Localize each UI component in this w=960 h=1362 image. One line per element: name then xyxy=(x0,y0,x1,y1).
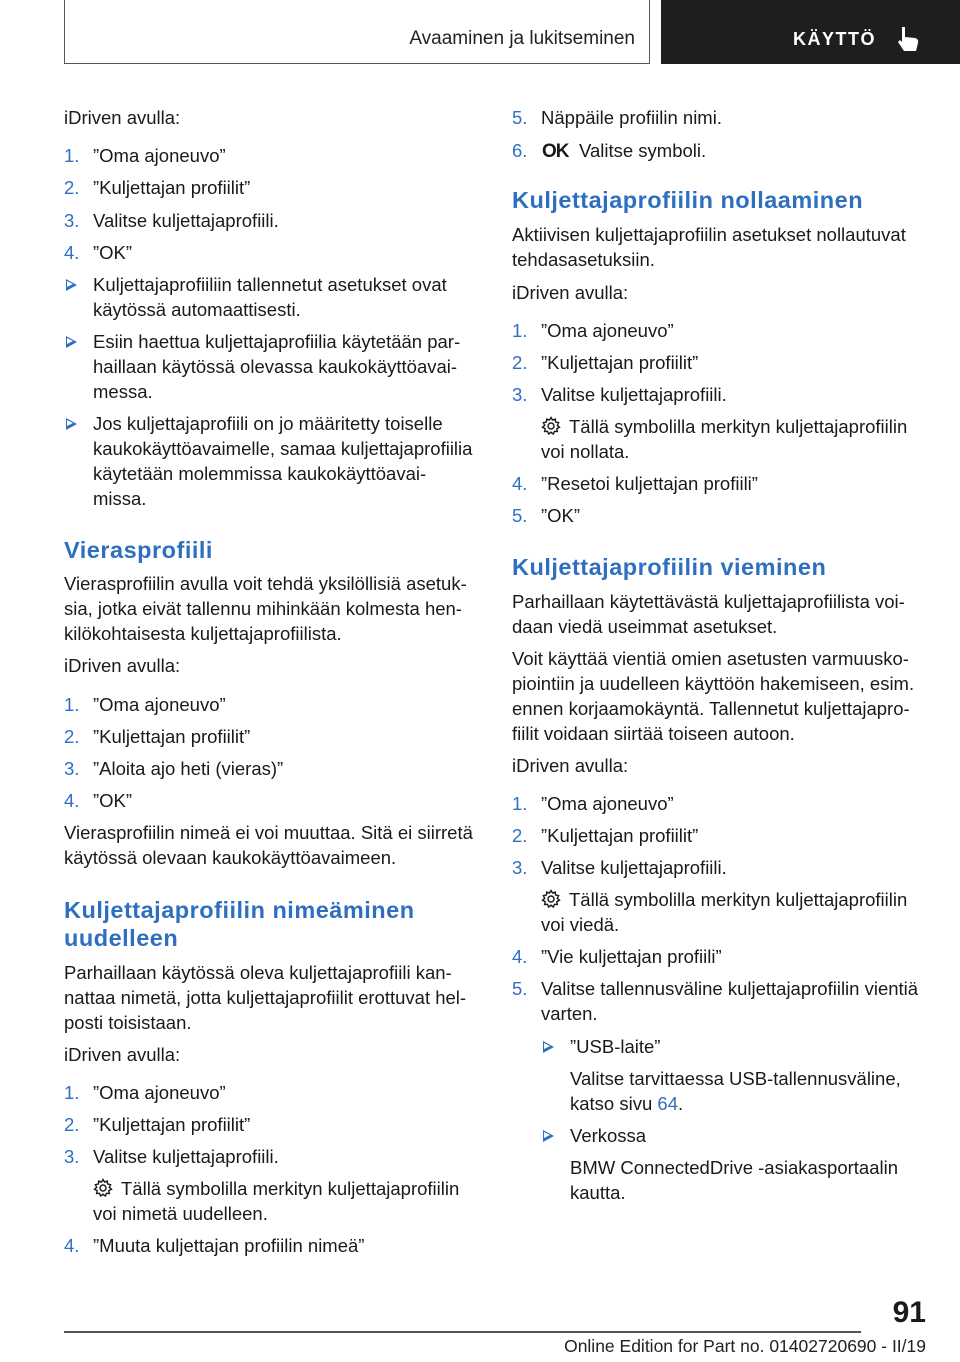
bullet-text: messa. xyxy=(93,381,153,402)
header-section-box xyxy=(64,0,650,64)
section-heading-guest: Vierasprofiili xyxy=(64,537,213,563)
paragraph: fiilit voidaan siirtää toiseen autoon. xyxy=(512,723,795,744)
list-item-text: varten. xyxy=(541,1003,598,1024)
triangle-bullet-icon xyxy=(66,279,77,291)
section-heading-reset: Kuljettajaprofiilin nollaaminen xyxy=(512,187,864,213)
gear-note-text: voi viedä. xyxy=(541,914,620,935)
gear-note: Tällä symbolilla merkityn kuljettajaprofiilin xyxy=(541,887,907,913)
footer-edition: Online Edition for Part no. 01402720690 - II/19 xyxy=(564,1336,926,1356)
paragraph: piointiin ja uudelleen käyttöön hakemiseen, esim. xyxy=(512,673,915,694)
paragraph: daan viedä useimmat asetukset. xyxy=(512,616,778,637)
intro-text: iDriven avulla: xyxy=(64,655,181,676)
gear-note-text: voi nimetä uudelleen. xyxy=(93,1203,268,1224)
bullet-text: Valitse tarvittaessa USB-tallennusväline, xyxy=(570,1068,901,1089)
bullet-text: käytössä automaattisesti. xyxy=(93,299,301,320)
gear-icon xyxy=(93,1178,113,1198)
intro-text: iDriven avulla: xyxy=(64,1044,181,1065)
intro-text: iDriven avulla: xyxy=(64,107,181,128)
paragraph: Parhaillaan käytettävästä kuljettajaprofiilista voi- xyxy=(512,591,905,612)
pointing-hand-icon xyxy=(893,24,923,54)
footer-divider xyxy=(64,1331,861,1333)
ok-icon: OK xyxy=(542,141,569,162)
gear-note-text: voi nollata. xyxy=(541,441,630,462)
bullet-text: missa. xyxy=(93,488,147,509)
paragraph: Voit käyttää vientiä omien asetusten varmuusko- xyxy=(512,648,909,669)
paragraph: tehdasasetuksiin. xyxy=(512,249,655,270)
intro-text: iDriven avulla: xyxy=(512,282,629,303)
bullet-text: käytetään molemmissa kaukokäyttöavai- xyxy=(93,463,427,484)
triangle-bullet-icon xyxy=(543,1130,554,1142)
triangle-bullet-icon xyxy=(66,418,77,430)
paragraph: nattaa nimetä, jotta kuljettajaprofiilit erottuvat hel- xyxy=(64,987,467,1008)
section-heading-rename: Kuljettajaprofiilin nimeäminen xyxy=(64,897,415,923)
page-link[interactable]: 64 xyxy=(657,1093,678,1114)
header-chapter-title: KÄYTTÖ xyxy=(793,29,876,49)
bullet-text: kaukokäyttöavaimelle, samaa kuljettajaprofiilia xyxy=(93,438,473,459)
header-section-title: Avaaminen ja lukitseminen xyxy=(409,28,635,49)
paragraph: Aktiivisen kuljettajaprofiilin asetukset nollautuvat xyxy=(512,224,906,245)
gear-note: Tällä symbolilla merkityn kuljettajaprofiilin xyxy=(541,414,907,440)
paragraph: posti toisistaan. xyxy=(64,1012,192,1033)
intro-text: iDriven avulla: xyxy=(512,755,629,776)
section-heading-rename-cont: uudelleen xyxy=(64,925,179,951)
gear-note: Tällä symbolilla merkityn kuljettajaprofiilin xyxy=(93,1176,459,1202)
bullet-text: katso sivu 64. xyxy=(570,1093,684,1114)
bullet-text: BMW ConnectedDrive -asiakasportaalin xyxy=(570,1157,898,1178)
gear-icon xyxy=(541,889,561,909)
page-number: 91 xyxy=(892,1296,926,1329)
header-chapter-box xyxy=(661,0,960,64)
bullet-text: haillaan käytössä olevassa kaukokäyttöavai- xyxy=(93,356,458,377)
paragraph: Parhaillaan käytössä oleva kuljettajaprofiili kan- xyxy=(64,962,452,983)
paragraph: ennen korjaamokäyntä. Tallennetut kuljettajapro- xyxy=(512,698,910,719)
paragraph: Vierasprofiilin avulla voit tehdä yksilöllisiä asetuk- xyxy=(64,573,467,594)
paragraph: käytössä olevaan kaukokäyttöavaimeen. xyxy=(64,847,397,868)
bullet-text: kautta. xyxy=(570,1182,626,1203)
gear-icon xyxy=(541,416,561,436)
triangle-bullet-icon xyxy=(66,336,77,348)
section-heading-export: Kuljettajaprofiilin vieminen xyxy=(512,554,827,580)
triangle-bullet-icon xyxy=(543,1041,554,1053)
paragraph: Vierasprofiilin nimeä ei voi muuttaa. Sitä ei siirretä xyxy=(64,822,473,843)
paragraph: sia, jotka eivät tallennu mihinkään kolmesta hen- xyxy=(64,598,462,619)
paragraph: kilökohtaisesta kuljettajaprofiilista. xyxy=(64,623,342,644)
